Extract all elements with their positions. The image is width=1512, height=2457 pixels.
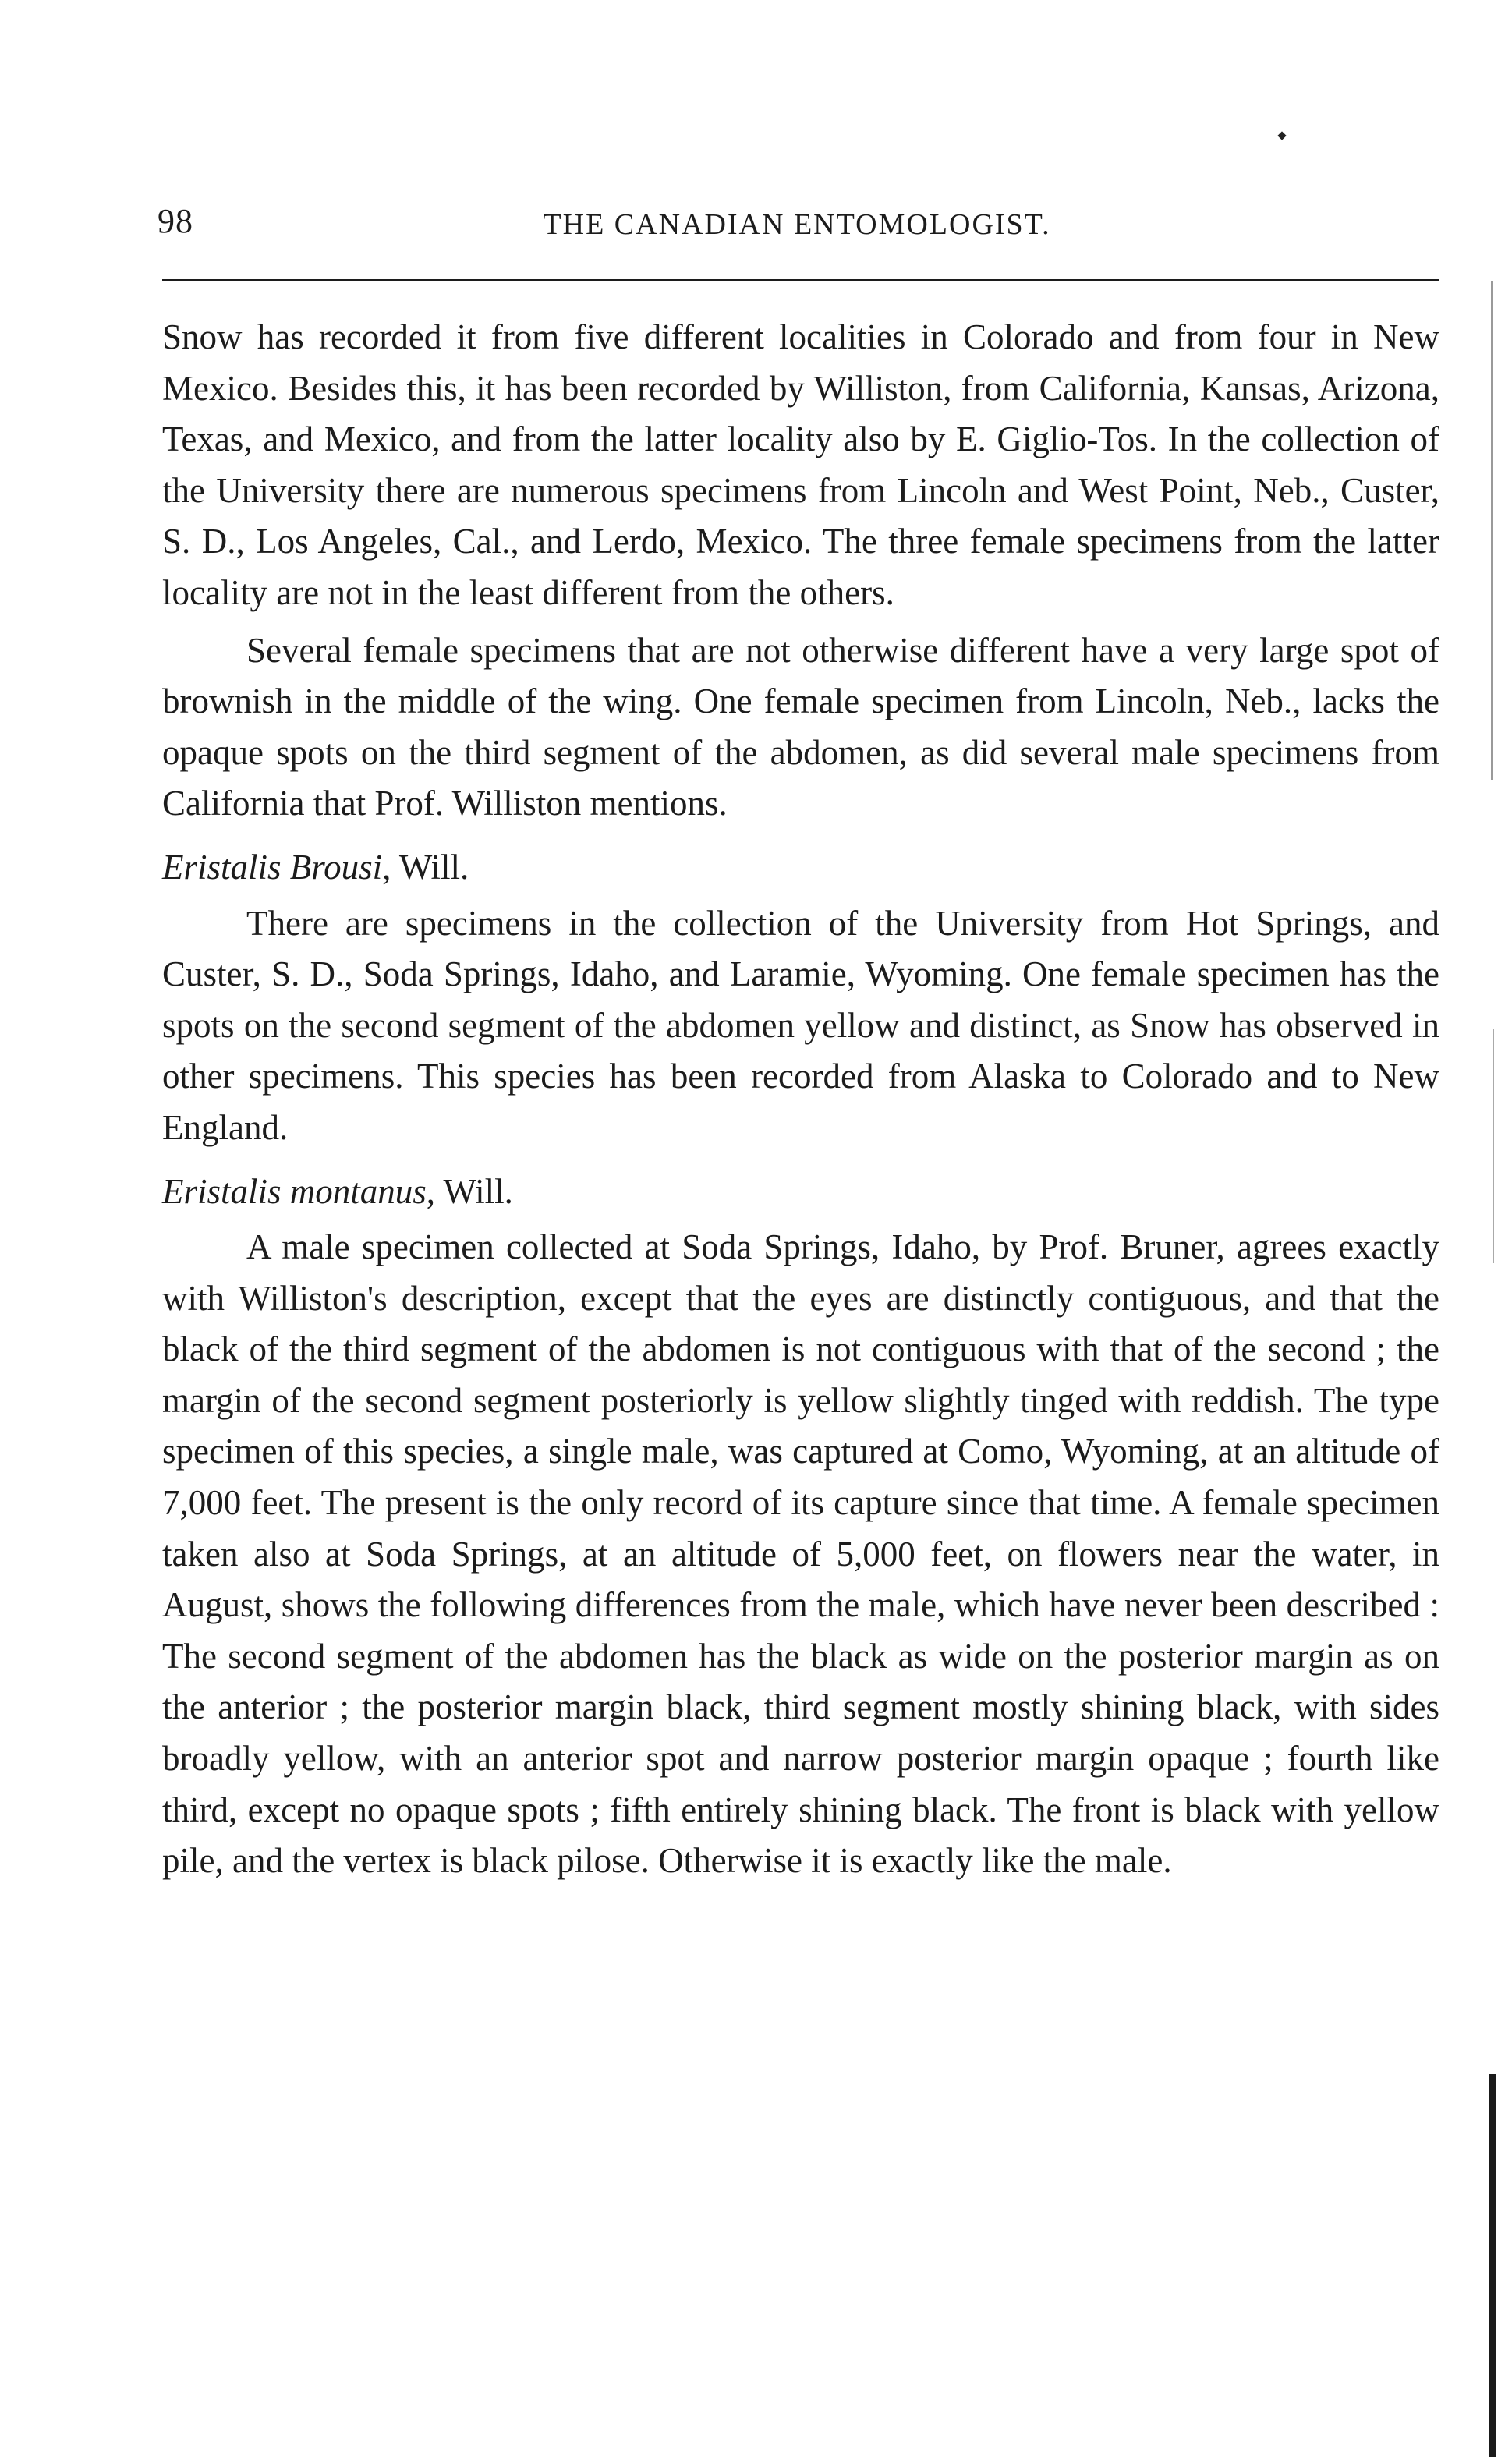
species-name: Eristalis Brousi	[162, 847, 383, 887]
scan-edge	[1491, 281, 1493, 780]
scan-edge	[1493, 1029, 1494, 1263]
body-text	[162, 312, 1439, 1887]
paragraph-continued: Snow has recorded it from five different localities in Colorado and from four in New Mexico. Besides this, it has been recorded by Williston, from California, Kansas, Arizona, Texas, and Mexico, and from the latter locality also by E. Giglio-Tos. In the collection of the University there are numerous specimens from Lincoln and West Point, Neb., Custer, S. D., Los Angeles, Cal., and Lerdo, Mexico. The three female specimens from the latter locality are not in the least different from the others.	[162, 317, 1439, 612]
species-author: , Will.	[426, 1171, 513, 1211]
printer-mark	[1277, 131, 1286, 140]
page-number: 98	[158, 202, 193, 240]
paragraph-montanus: A male specimen collected at Soda Springs, Idaho, by Prof. Bruner, agrees exactly with Williston's description, except that the eyes are distinctly contiguous, and that the black of the third segment of the abdomen is not contiguous with that of the second ; the margin of the second segment posteriorly is yellow slightly tinged with reddish. The type specimen of this species, a single male, was captured at Como, Wyoming, at an altitude of 7,000 feet. The present is the only record of its capture since that time. A female specimen taken also at Soda Springs, at an altitude of 5,000 feet, on flowers near the water, in August, shows the following differences from the male, which have never been described : The second segment of the abdomen has the black as wide on the posterior margin as on the anterior ; the posterior margin black, third segment mostly shining black, with sides broadly yellow, with an anterior spot and narrow posterior margin opaque ; fourth like third, except no opaque spots ; fifth entirely shining black. The front is black with yellow pile, and the vertex is black pilose. Otherwise it is exactly like the male.	[162, 1227, 1439, 1881]
species-author: , Will.	[382, 847, 469, 887]
scan-edge	[1489, 2074, 1496, 2457]
species-heading-montanus	[162, 1167, 1439, 1218]
running-head: THE CANADIAN ENTOMOLOGIST.	[543, 208, 1051, 241]
header-rule	[162, 279, 1439, 281]
page-header	[158, 201, 1436, 248]
paragraph-female-specimens: Several female specimens that are not otherwise different have a very large spot of brownish in the middle of the wing. One female specimen from Lincoln, Neb., lacks the opaque spots on the third segment of the abdomen, as did several male specimens from California that Prof. Williston mentions.	[162, 630, 1439, 823]
species-name: Eristalis montanus	[162, 1171, 427, 1211]
paragraph-brousi: There are specimens in the collection of the University from Hot Springs, and Custer, S. D., Soda Springs, Idaho, and Laramie, Wyoming. One female specimen has the spots on the second segment of the abdomen yellow and distinct, as Snow has observed in other specimens. This species has been recorded from Alaska to Colorado and to New England.	[162, 903, 1439, 1147]
species-heading-brousi	[162, 842, 1439, 894]
